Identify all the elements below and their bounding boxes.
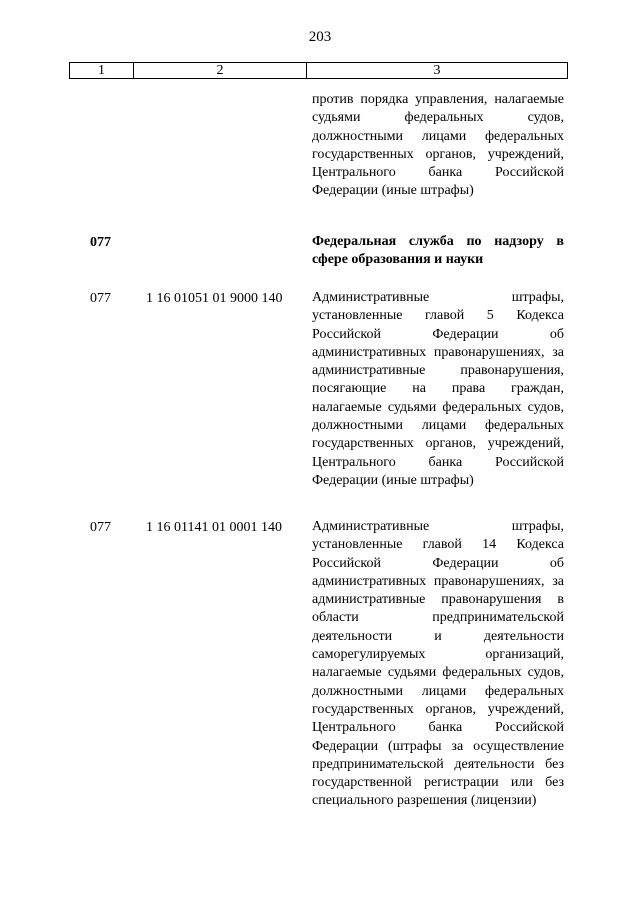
page-number: 203 bbox=[308, 29, 332, 45]
income-name: против порядка управления, налагаемые судьями федеральных судов, должностными лицами федеральных государственных органов, учреждений, Центрального банка Российской Федерации (иные штрафы) bbox=[312, 92, 564, 199]
admin-code: 077 bbox=[90, 291, 111, 306]
income-name: Административные штрафы, установленные главой 5 Кодекса Российской Федерации об административных правонарушениях, за административные правонарушения, посягающие на права граждан, налагаемые судьями федеральных судов, должностными лицами федеральных государственных органов, учреждений, Центрального банка Российской Федерации (иные штрафы) bbox=[312, 290, 564, 488]
admin-code: 077 bbox=[90, 520, 111, 535]
kbk-code: 1 16 01141 01 0001 140 bbox=[146, 520, 282, 535]
header-col-1: 1 bbox=[70, 63, 134, 78]
admin-code: 077 bbox=[90, 235, 111, 250]
header-col-2: 2 bbox=[134, 63, 307, 78]
income-name: Административные штрафы, установленные главой 14 Кодекса Российской Федерации об административных правонарушениях, за административные правонарушения в области предпринимательской деятельности и деятельности саморегулируемых организаций, налагаемые судьями федеральных судов, должностными лицами федеральных государственных органов, учреждений, Центрального банка Российской Федерации (штрафы за осуществление предпринимательской деятельности без государственной регистрации или без специального разрешения (лицензии) bbox=[312, 519, 564, 809]
table-header bbox=[69, 62, 568, 79]
header-col-3: 3 bbox=[433, 63, 441, 78]
kbk-code: 1 16 01051 01 9000 140 bbox=[146, 291, 283, 306]
agency-name: Федеральная служба по надзору в сфере образования и науки bbox=[312, 234, 564, 268]
